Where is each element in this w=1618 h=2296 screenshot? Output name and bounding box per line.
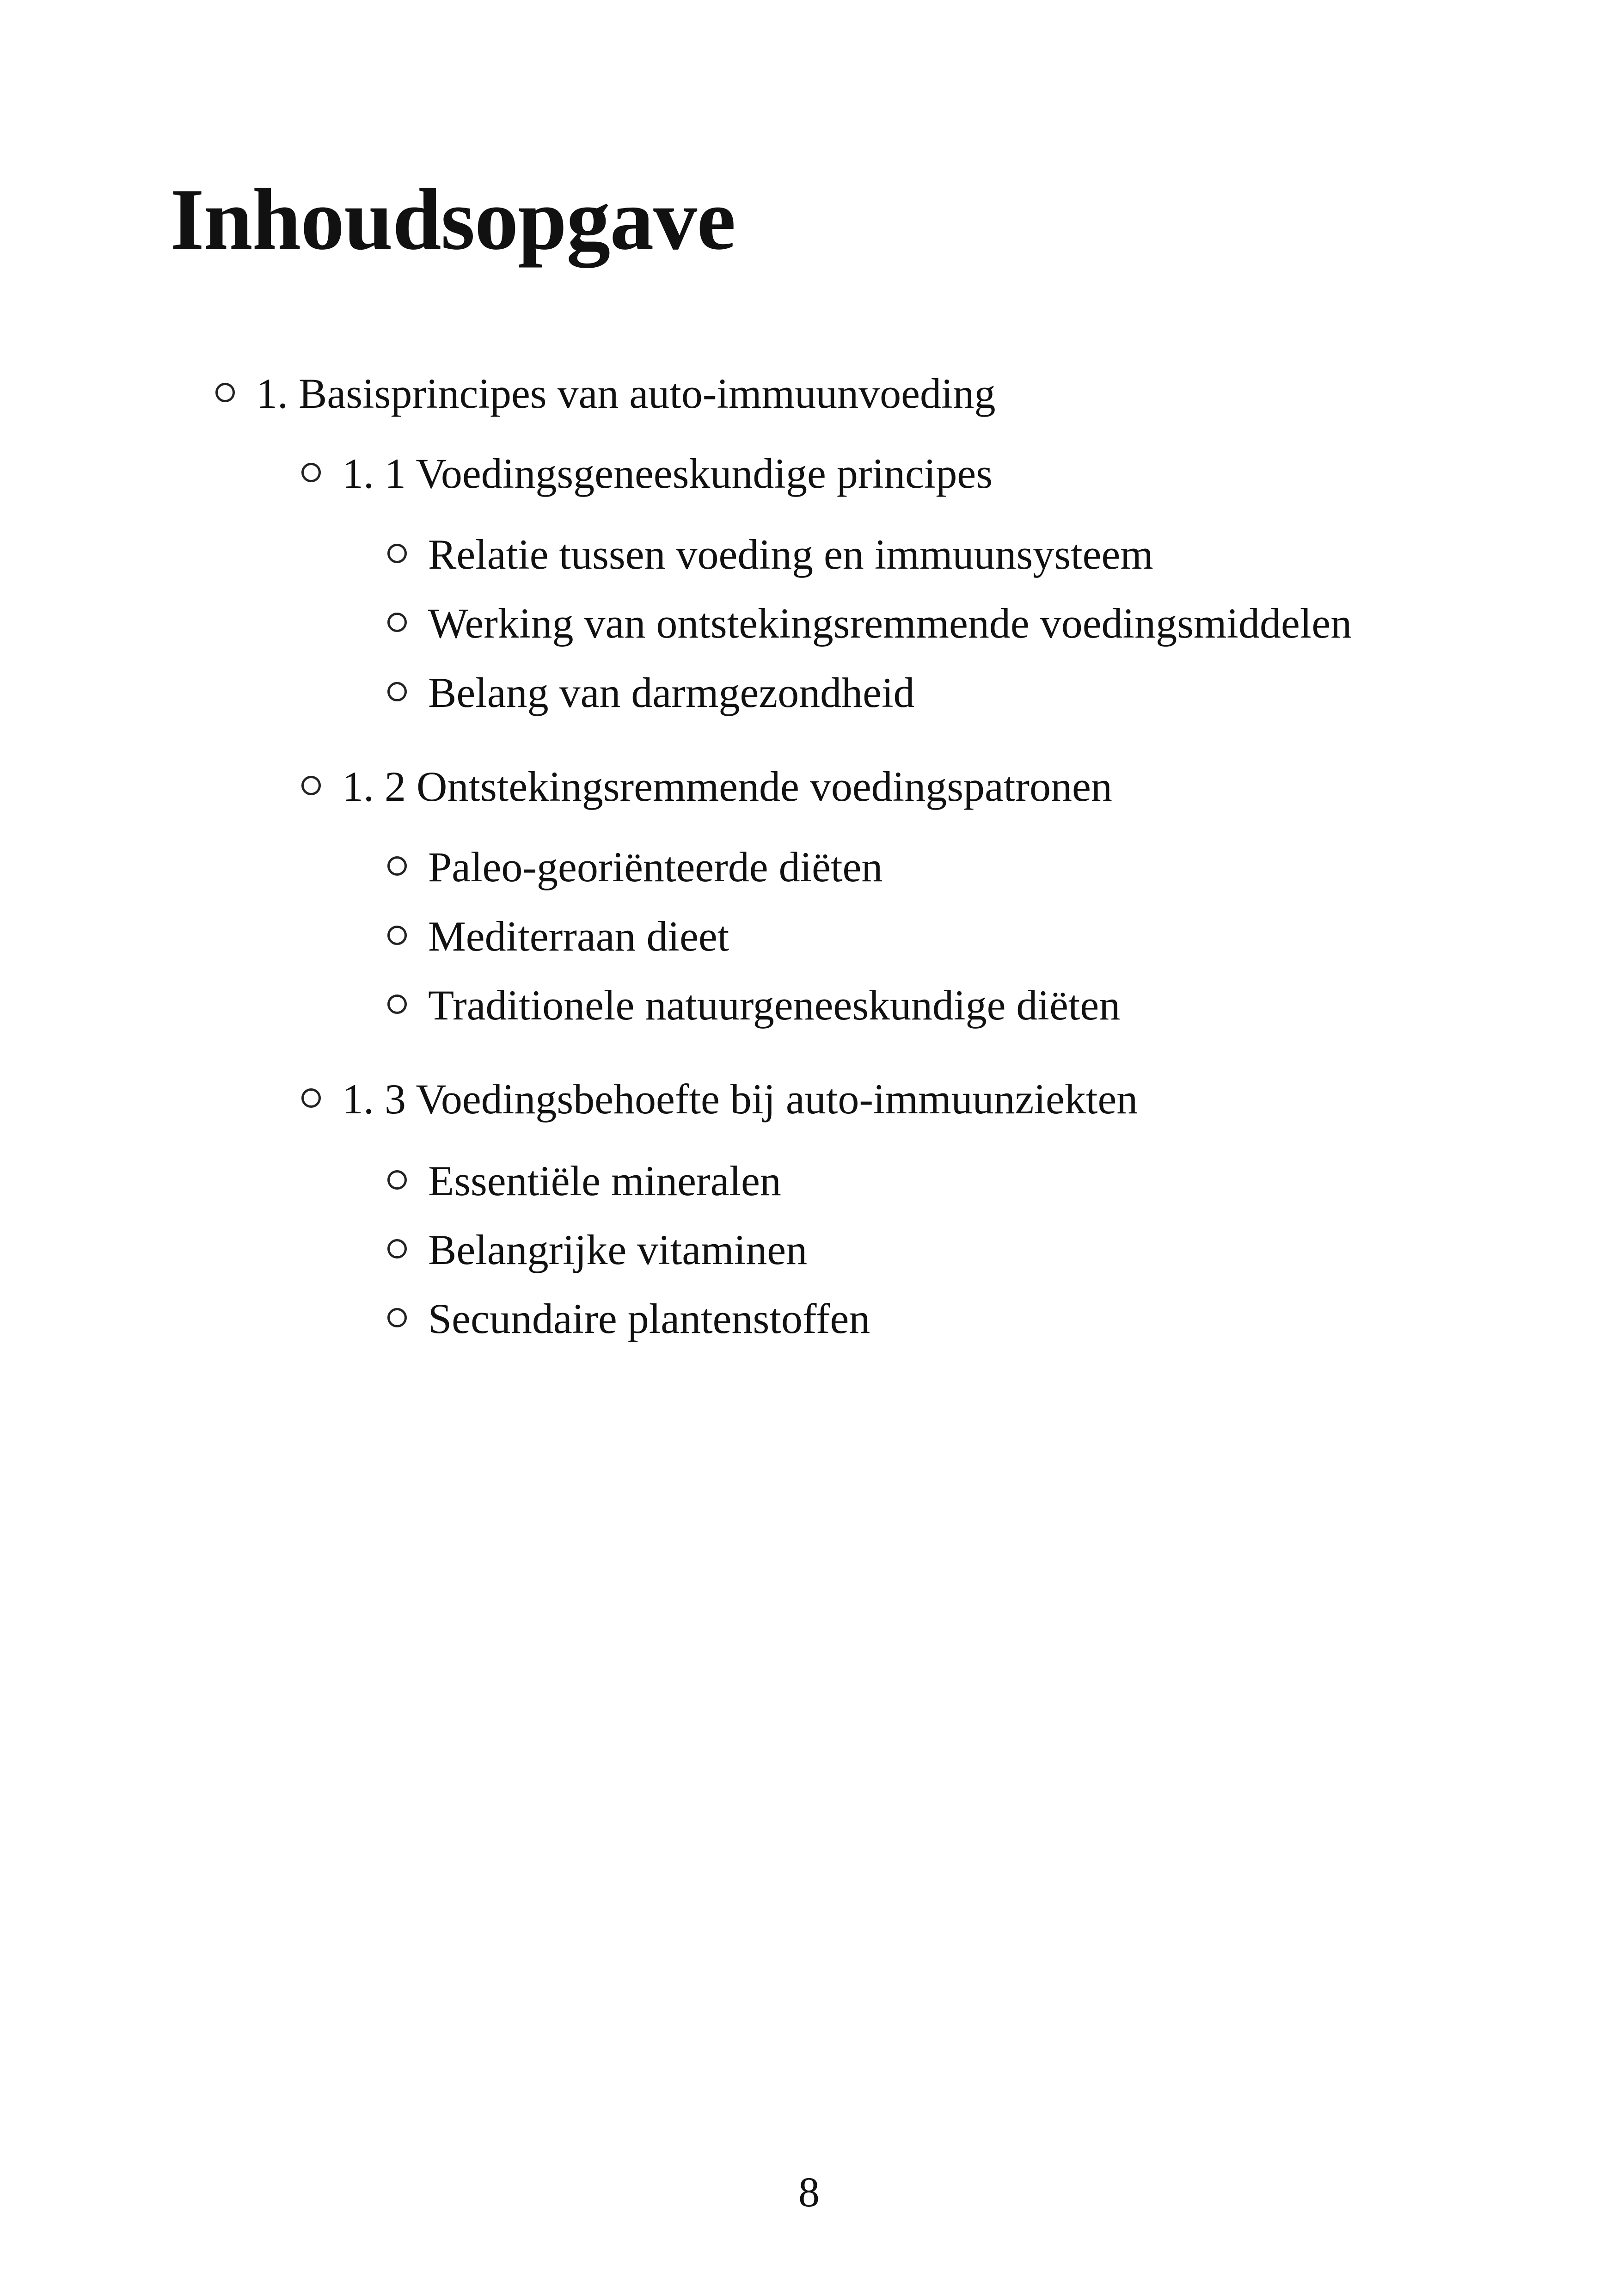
circle-bullet-icon — [215, 383, 235, 402]
toc-section-1-3[interactable] — [301, 1075, 1138, 1123]
toc-item-1-2-2[interactable] — [387, 915, 729, 958]
circle-bullet-icon — [301, 463, 321, 482]
toc-item-1-2-1[interactable] — [387, 843, 883, 890]
circle-bullet-icon — [387, 995, 407, 1014]
toc-entry-label: Relatie tussen voeding en immuunsysteem — [428, 531, 1153, 578]
toc-item-1-3-2[interactable] — [387, 1228, 807, 1271]
circle-bullet-icon — [301, 776, 321, 795]
toc-item-1-1-3[interactable] — [387, 671, 915, 714]
toc-entry-label: Werking van ontstekingsremmende voedingsmiddelen — [428, 600, 1352, 647]
toc-entry-label: Paleo-georiënteerde diëten — [428, 843, 883, 890]
toc-item-1-2-3[interactable] — [387, 982, 1121, 1029]
toc-entry-label: 1. Basisprincipes van auto-immuunvoeding — [256, 370, 996, 417]
toc-entry-label: Traditionele natuurgeneeskundige diëten — [428, 982, 1121, 1029]
toc-entry-label: 1. 1 Voedingsgeneeskundige principes — [342, 450, 993, 497]
toc-entry-label: Secundaire plantenstoffen — [428, 1295, 870, 1342]
circle-bullet-icon — [387, 682, 407, 701]
toc-section-1-2[interactable] — [301, 765, 1112, 808]
toc-chapter-1[interactable] — [215, 372, 996, 415]
page-title: Inhoudsopgave — [170, 171, 735, 268]
circle-bullet-icon — [387, 1308, 407, 1327]
toc-item-1-3-3[interactable] — [387, 1297, 870, 1340]
circle-bullet-icon — [387, 926, 407, 945]
circle-bullet-icon — [387, 856, 407, 876]
toc-item-1-3-1[interactable] — [387, 1157, 781, 1204]
toc-entry-label: 1. 2 Ontstekingsremmende voedingspatronen — [342, 763, 1112, 810]
toc-section-1-1[interactable] — [301, 452, 993, 495]
page-number: 8 — [798, 2168, 820, 2216]
toc-entry-label: Belangrijke vitaminen — [428, 1226, 808, 1273]
toc-item-1-1-1[interactable] — [387, 533, 1153, 576]
toc-item-1-1-2[interactable] — [387, 602, 1352, 645]
toc-entry-label: Belang van darmgezondheid — [428, 669, 915, 716]
toc-entry-label: 1. 3 Voedingsbehoefte bij auto-immuunziekten — [342, 1075, 1138, 1123]
circle-bullet-icon — [387, 1239, 407, 1259]
toc-entry-label: Mediterraan dieet — [428, 913, 729, 960]
circle-bullet-icon — [387, 613, 407, 632]
circle-bullet-icon — [387, 1170, 407, 1190]
toc-entry-label: Essentiële mineralen — [428, 1157, 781, 1204]
circle-bullet-icon — [301, 1088, 321, 1108]
circle-bullet-icon — [387, 544, 407, 563]
